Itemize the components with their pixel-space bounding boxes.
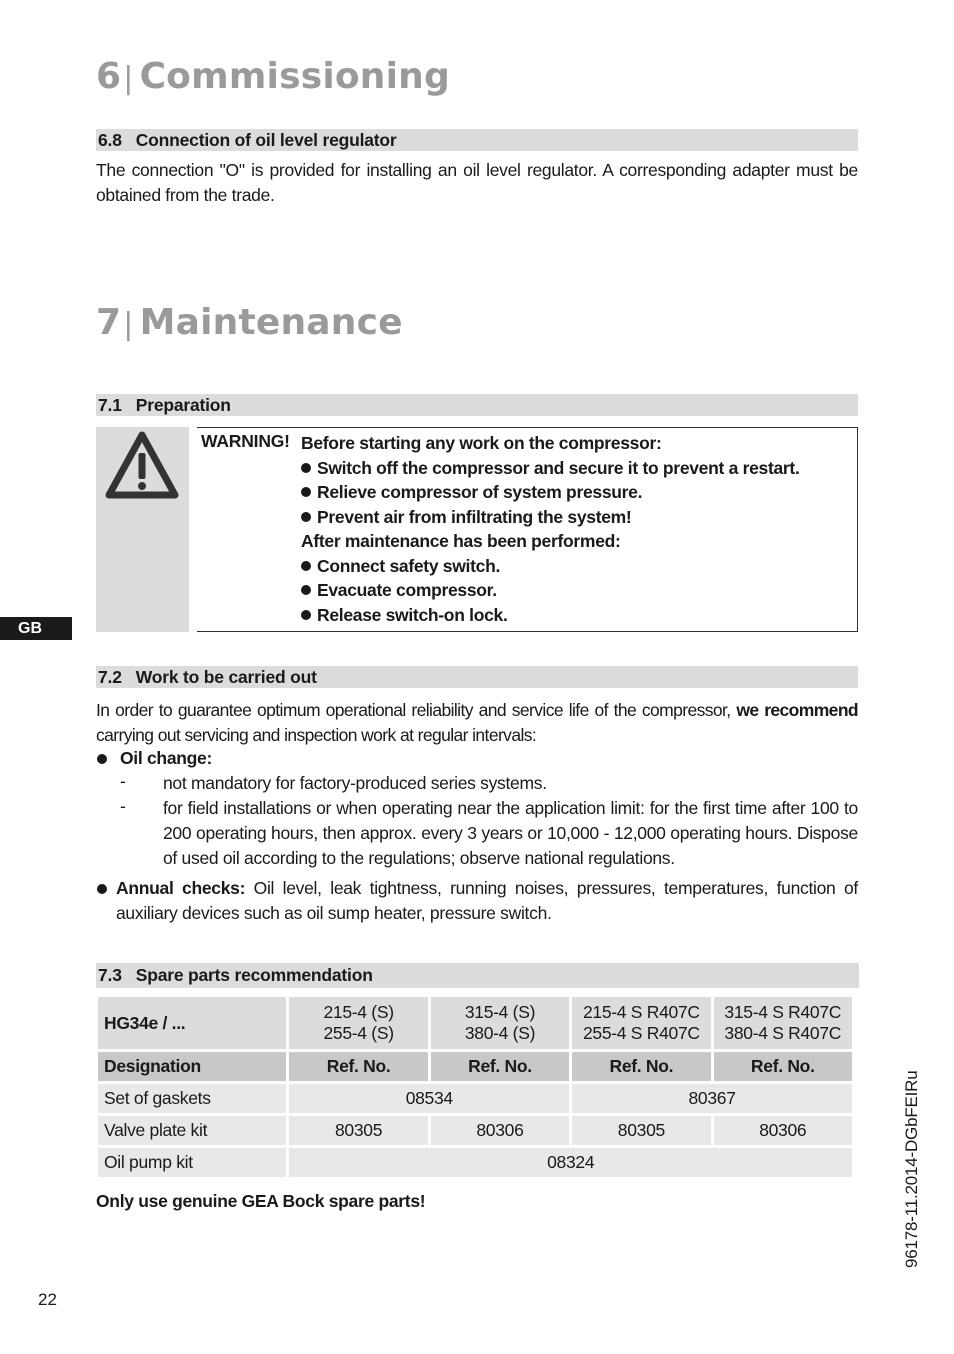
chapter-title: Maintenance [139, 302, 403, 343]
part-name: Valve plate kit [98, 1116, 286, 1145]
ref-number: 80367 [572, 1084, 852, 1113]
chapter-title: Commissioning [139, 56, 450, 97]
warning-item: Evacuate compressor. [301, 578, 851, 603]
warning-heading-before: Before starting any work on the compressor: [301, 433, 662, 453]
warning-label: WARNING! [201, 431, 290, 451]
bullet-icon [97, 884, 107, 894]
ref-number: 80305 [572, 1116, 710, 1145]
ref-header: Ref. No. [714, 1052, 852, 1081]
warning-icon-panel [96, 427, 189, 632]
page-number: 22 [38, 1290, 57, 1309]
section-heading-6-8: 6.8 Connection of oil level regulator [96, 129, 858, 151]
section-6-8-text: The connection "O" is provided for installing an oil level regulator. A corresponding adapter must be obtained from the trade. [96, 160, 858, 205]
ref-number: 08324 [289, 1148, 852, 1177]
annual-checks: Annual checks: Oil level, leak tightness, running noises, pressures, temperatures, function of auxiliary devices such as oil sump heater, pressure switch. [116, 878, 858, 923]
dash-marker: - [120, 796, 126, 816]
oil-change-item: not mandatory for factory-produced series systems. [163, 773, 547, 793]
ref-header: Ref. No. [572, 1052, 710, 1081]
warning-item: Prevent air from infiltrating the system! [301, 505, 851, 530]
ref-number: 80306 [714, 1116, 852, 1145]
chapter-heading: 7| Maintenance [96, 302, 403, 343]
ref-number: 80305 [289, 1116, 427, 1145]
oil-change-item: for field installations or when operating near the application limit: for the first time after 100 to 200 operating hours, then approx. every 3 years or 10,000 - 12,000 operating hours. Dispose of used oil according to the regulations; observe national regulations. [163, 798, 858, 868]
warning-item: Switch off the compressor and secure it to prevent a restart. [301, 456, 851, 481]
document-code: 96178-11.2014-DGbFEIRu [902, 1070, 921, 1268]
bullet-icon [97, 754, 107, 764]
chapter-number: 6 [96, 56, 122, 97]
language-tab: GB [0, 617, 72, 640]
warning-item: Release switch-on lock. [301, 603, 851, 628]
section-heading-7-1: 7.1 Preparation [96, 394, 858, 416]
chapter-heading: 6| Commissioning [96, 56, 450, 97]
ref-header: Ref. No. [289, 1052, 427, 1081]
oil-change-label: Oil change: [120, 748, 212, 768]
section-heading-7-2: 7.2 Work to be carried out [96, 666, 858, 688]
dash-marker: - [120, 771, 126, 791]
warning-text [301, 431, 851, 627]
model-label: HG34e / ... [98, 997, 286, 1049]
warning-item: Relieve compressor of system pressure. [301, 480, 851, 505]
warning-heading-after: After maintenance has been performed: [301, 531, 621, 551]
part-name: Oil pump kit [98, 1148, 286, 1177]
warning-item: Connect safety switch. [301, 554, 851, 579]
ref-number: 80306 [431, 1116, 569, 1145]
table-row [98, 1148, 852, 1177]
model-cell: 315-4 (S) 380-4 (S) [431, 997, 569, 1049]
model-cell: 315-4 S R407C 380-4 S R407C [714, 997, 852, 1049]
section-7-2-intro: In order to guarantee optimum operational reliability and service life of the compressor, we recommend carrying out servicing and inspection work at regular intervals: [96, 700, 858, 745]
table-row [98, 1084, 852, 1113]
ref-number: 08534 [289, 1084, 569, 1113]
chapter-number: 7 [96, 302, 122, 343]
designation-header: Designation [98, 1052, 286, 1081]
ref-header: Ref. No. [431, 1052, 569, 1081]
table-row [98, 1116, 852, 1145]
part-name: Set of gaskets [98, 1084, 286, 1113]
spare-parts-note: Only use genuine GEA Bock spare parts! [96, 1191, 426, 1211]
section-heading-7-3: 7.3 Spare parts recommendation [96, 963, 859, 988]
warning-triangle-icon [105, 431, 179, 499]
model-cell: 215-4 S R407C 255-4 S R407C [572, 997, 710, 1049]
model-cell: 215-4 (S) 255-4 (S) [289, 997, 427, 1049]
spare-parts-table [95, 994, 855, 1180]
table-row [98, 997, 852, 1049]
table-row [98, 1052, 852, 1081]
